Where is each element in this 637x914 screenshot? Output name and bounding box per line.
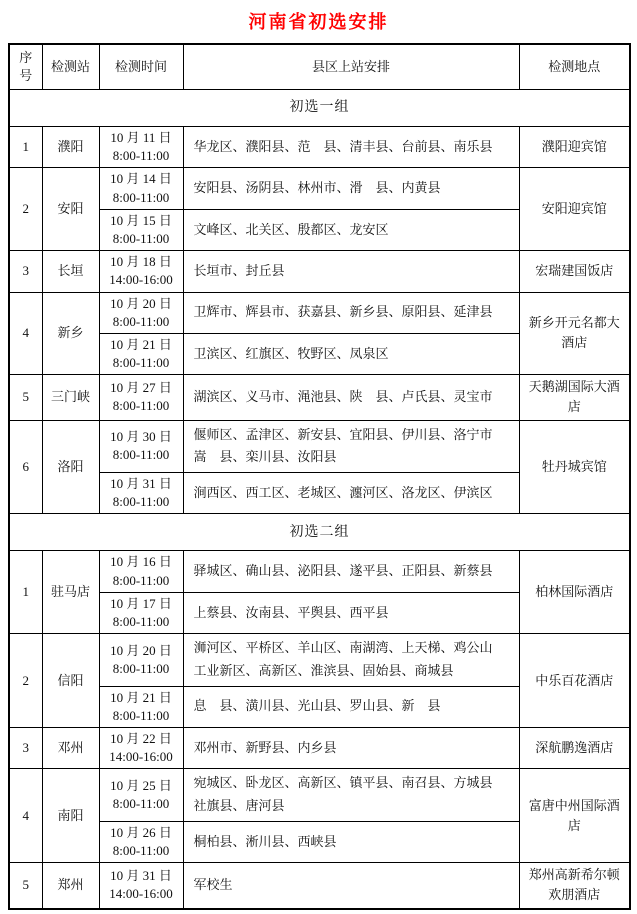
areas-cell: [183, 551, 519, 592]
areas-cell: [183, 251, 519, 292]
date-cell: [99, 769, 183, 822]
areas-line: 卫滨区、红旗区、牧野区、凤泉区: [193, 345, 389, 361]
date-cell: [99, 686, 183, 727]
header-row: [9, 44, 630, 90]
station-cell: 安阳: [42, 168, 99, 251]
station-cell: 邓州: [42, 728, 99, 769]
table-header: [9, 44, 630, 90]
location-cell: 宏瑞建国饭店: [519, 251, 630, 292]
date-cell: [99, 473, 183, 514]
date-cell: [99, 127, 183, 168]
areas-cell: [183, 209, 519, 250]
time-text: 8:00-11:00: [112, 447, 170, 463]
column-header-time: 检测时间: [99, 44, 183, 90]
station-row: [9, 251, 630, 292]
column-header-areas: 县区上站安排: [183, 44, 519, 90]
areas-cell: [183, 821, 519, 862]
date-text: 10 月 31 日: [110, 868, 172, 884]
row-number-cell: 2: [9, 634, 42, 728]
date-text: 10 月 30 日: [110, 429, 172, 445]
areas-line: 文峰区、北关区、殷都区、龙安区: [193, 221, 389, 237]
time-text: 8:00-11:00: [112, 355, 170, 371]
location-cell: 天鹅湖国际大酒店: [519, 375, 630, 420]
areas-line: 涧西区、西工区、老城区、瀍河区、洛龙区、伊滨区: [193, 484, 493, 500]
station-cell: 三门峡: [42, 375, 99, 420]
station-row: [9, 863, 630, 909]
time-text: 8:00-11:00: [112, 398, 170, 414]
date-text: 10 月 16 日: [110, 554, 172, 570]
date-cell: [99, 551, 183, 592]
station-row: [9, 127, 630, 168]
column-header-station: 检测站: [42, 44, 99, 90]
date-cell: [99, 168, 183, 209]
time-text: 8:00-11:00: [112, 572, 170, 588]
areas-cell: [183, 127, 519, 168]
station-row: [9, 769, 630, 822]
page-title: 河南省初选安排: [248, 12, 389, 32]
date-cell: [99, 592, 183, 633]
date-cell: [99, 634, 183, 687]
areas-line: 邓州市、新野县、内乡县: [193, 739, 337, 755]
areas-cell: [183, 473, 519, 514]
date-text: 10 月 31 日: [110, 476, 172, 492]
areas-line: 工业新区、高新区、淮滨县、固始县、商城县: [193, 662, 454, 678]
date-text: 10 月 27 日: [110, 380, 172, 396]
date-cell: [99, 375, 183, 420]
station-cell: 洛阳: [42, 420, 99, 514]
date-cell: [99, 728, 183, 769]
group-label: 初选二组: [9, 514, 630, 551]
areas-line: 偃师区、孟津区、新安县、宜阳县、伊川县、洛宁市: [193, 426, 493, 442]
location-cell: 安阳迎宾馆: [519, 168, 630, 251]
areas-line: 卫辉市、辉县市、获嘉县、新乡县、原阳县、延津县: [193, 304, 493, 320]
location-cell: 郑州高新希尔顿欢朋酒店: [519, 863, 630, 909]
date-cell: [99, 209, 183, 250]
time-text: 8:00-11:00: [112, 843, 170, 859]
areas-line: 桐柏县、淅川县、西峡县: [193, 833, 337, 849]
areas-cell: [183, 686, 519, 727]
date-cell: [99, 863, 183, 909]
time-text: 8:00-11:00: [112, 313, 170, 329]
station-row: [9, 551, 630, 592]
row-number-cell: 3: [9, 728, 42, 769]
schedule-table: [8, 43, 631, 910]
areas-cell: [183, 863, 519, 909]
row-number-cell: 1: [9, 551, 42, 634]
areas-cell: [183, 375, 519, 420]
areas-line: 华龙区、濮阳县、范 县、清丰县、台前县、南乐县: [193, 138, 493, 154]
areas-line: 军校生: [193, 877, 233, 893]
date-text: 10 月 20 日: [110, 642, 172, 658]
station-row: [9, 292, 630, 333]
date-text: 10 月 15 日: [110, 212, 172, 228]
time-text: 8:00-11:00: [112, 613, 170, 629]
station-cell: 新乡: [42, 292, 99, 375]
station-cell: 驻马店: [42, 551, 99, 634]
row-number-cell: 4: [9, 292, 42, 375]
time-text: 8:00-11:00: [112, 148, 170, 164]
date-text: 10 月 17 日: [110, 595, 172, 611]
time-text: 14:00-16:00: [109, 749, 173, 765]
location-cell: 中乐百花酒店: [519, 634, 630, 728]
areas-line: 嵩 县、栾川县、汝阳县: [193, 449, 337, 465]
time-text: 8:00-11:00: [112, 796, 170, 812]
areas-cell: [183, 333, 519, 374]
station-cell: 郑州: [42, 863, 99, 909]
areas-line: 长垣市、封丘县: [193, 262, 285, 278]
station-row: [9, 168, 630, 209]
location-cell: 富唐中州国际酒店: [519, 769, 630, 863]
areas-cell: [183, 769, 519, 822]
row-number-cell: 4: [9, 769, 42, 863]
date-text: 10 月 20 日: [110, 295, 172, 311]
station-cell: 濮阳: [42, 127, 99, 168]
date-cell: [99, 333, 183, 374]
areas-line: 安阳县、汤阴县、林州市、滑 县、内黄县: [193, 180, 441, 196]
date-text: 10 月 21 日: [110, 336, 172, 352]
time-text: 8:00-11:00: [112, 189, 170, 205]
date-cell: [99, 821, 183, 862]
time-text: 14:00-16:00: [109, 886, 173, 902]
areas-cell: [183, 634, 519, 687]
group-header-row: [9, 90, 630, 127]
date-text: 10 月 25 日: [110, 777, 172, 793]
date-text: 10 月 11 日: [110, 130, 172, 145]
areas-cell: [183, 592, 519, 633]
time-text: 8:00-11:00: [112, 230, 170, 246]
areas-line: 息 县、潢川县、光山县、罗山县、新 县: [193, 698, 441, 714]
areas-line: 上蔡县、汝南县、平舆县、西平县: [193, 604, 389, 620]
areas-line: 浉河区、平桥区、羊山区、南湖湾、上天梯、鸡公山: [193, 640, 493, 656]
row-number-cell: 2: [9, 168, 42, 251]
areas-cell: [183, 292, 519, 333]
date-cell: [99, 251, 183, 292]
location-cell: 牡丹城宾馆: [519, 420, 630, 514]
location-cell: 柏林国际酒店: [519, 551, 630, 634]
column-header-location: 检测地点: [519, 44, 630, 90]
time-text: 8:00-11:00: [112, 707, 170, 723]
time-text: 8:00-11:00: [112, 494, 170, 510]
areas-line: 社旗县、唐河县: [193, 798, 285, 814]
row-number-cell: 3: [9, 251, 42, 292]
group-label: 初选一组: [9, 90, 630, 127]
date-text: 10 月 26 日: [110, 824, 172, 840]
location-cell: 新乡开元名都大酒店: [519, 292, 630, 375]
date-cell: [99, 420, 183, 473]
areas-line: 驿城区、确山县、泌阳县、遂平县、正阳县、新蔡县: [193, 563, 493, 579]
areas-line: 湖滨区、义马市、渑池县、陕 县、卢氏县、灵宝市: [193, 389, 493, 405]
areas-cell: [183, 420, 519, 473]
row-number-cell: 5: [9, 375, 42, 420]
location-cell: 濮阳迎宾馆: [519, 127, 630, 168]
table-body: [9, 90, 630, 909]
column-header-no: 序号: [9, 44, 42, 90]
date-text: 10 月 18 日: [110, 254, 172, 270]
time-text: 8:00-11:00: [112, 660, 170, 676]
areas-cell: [183, 168, 519, 209]
row-number-cell: 6: [9, 420, 42, 514]
date-text: 10 月 22 日: [110, 731, 172, 747]
station-row: [9, 420, 630, 473]
row-number-cell: 5: [9, 863, 42, 909]
station-row: [9, 375, 630, 420]
areas-line: 宛城区、卧龙区、高新区、镇平县、南召县、方城县: [193, 775, 493, 791]
time-text: 14:00-16:00: [109, 272, 173, 288]
group-header-row: [9, 514, 630, 551]
station-cell: 信阳: [42, 634, 99, 728]
location-cell: 深航鹏逸酒店: [519, 728, 630, 769]
date-cell: [99, 292, 183, 333]
areas-cell: [183, 728, 519, 769]
station-cell: 长垣: [42, 251, 99, 292]
date-text: 10 月 21 日: [110, 689, 172, 705]
station-cell: 南阳: [42, 769, 99, 863]
row-number-cell: 1: [9, 127, 42, 168]
station-row: [9, 728, 630, 769]
date-text: 10 月 14 日: [110, 171, 172, 187]
station-row: [9, 634, 630, 687]
